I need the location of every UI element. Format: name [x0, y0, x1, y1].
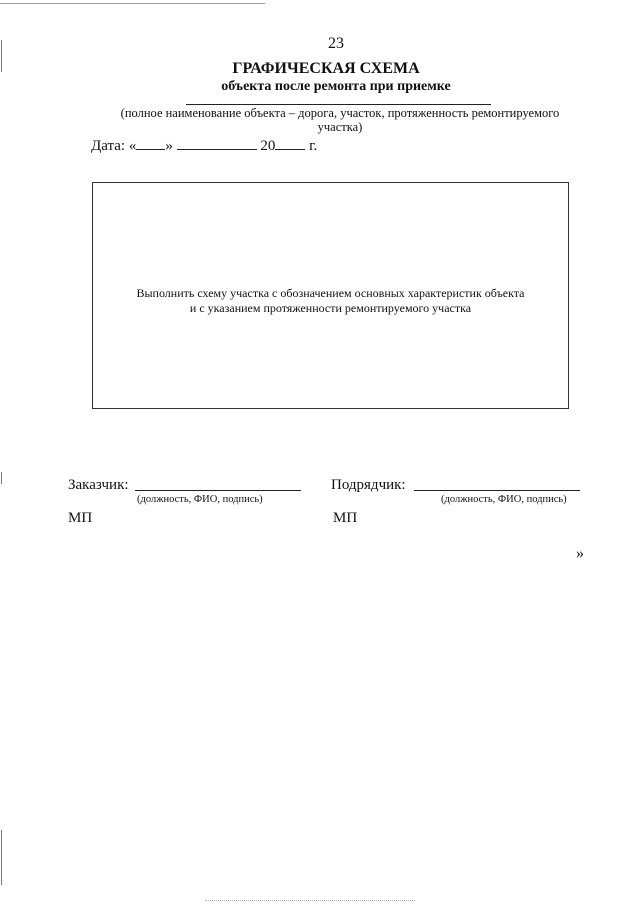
- date-year-blank[interactable]: [275, 136, 305, 150]
- object-name-hint: [100, 106, 580, 134]
- customer-label: Заказчик:: [68, 477, 129, 493]
- object-name-line[interactable]: [186, 104, 491, 105]
- date-month-blank[interactable]: [177, 136, 257, 150]
- scheme-drawing-area[interactable]: [92, 182, 569, 409]
- contractor-signature-line[interactable]: [414, 490, 580, 491]
- closing-quote: »: [576, 545, 584, 562]
- contractor-stamp-label: МП: [333, 510, 358, 526]
- scan-edge-dots: [205, 900, 415, 902]
- contractor-signature-hint: (должность, ФИО, подпись): [441, 494, 567, 505]
- date-label: Дата: «: [91, 138, 137, 154]
- scheme-instructions: [136, 286, 524, 316]
- scheme-instruction-line: Выполнить схему участка с обозначением основных характеристик объекта: [136, 285, 525, 300]
- date-day-blank[interactable]: [136, 136, 165, 150]
- scan-edge-line: [0, 3, 265, 4]
- page-number: 23: [328, 35, 344, 52]
- document-subtitle: объекта после ремонта при приемке: [221, 79, 451, 94]
- scheme-instruction-line: и с указанием протяженности ремонтируемого участка: [189, 300, 472, 315]
- date-quote-close: »: [165, 138, 173, 154]
- object-name-hint-line: участка): [317, 120, 363, 134]
- customer-signature-hint: (должность, ФИО, подпись): [137, 494, 263, 505]
- scan-margin-mark: [1, 830, 2, 885]
- customer-stamp-label: МП: [68, 510, 93, 526]
- contractor-label: Подрядчик:: [331, 477, 406, 493]
- document-title: ГРАФИЧЕСКАЯ СХЕМА: [232, 60, 420, 77]
- customer-signature-line[interactable]: [135, 490, 301, 491]
- object-name-hint-line: (полное наименование объекта – дорога, участок, протяженность ремонтируемого: [120, 106, 560, 120]
- scan-margin-mark: [1, 472, 2, 484]
- date-century: 20: [260, 138, 276, 154]
- date-year-suffix: г.: [309, 138, 318, 154]
- date-field: [91, 136, 317, 155]
